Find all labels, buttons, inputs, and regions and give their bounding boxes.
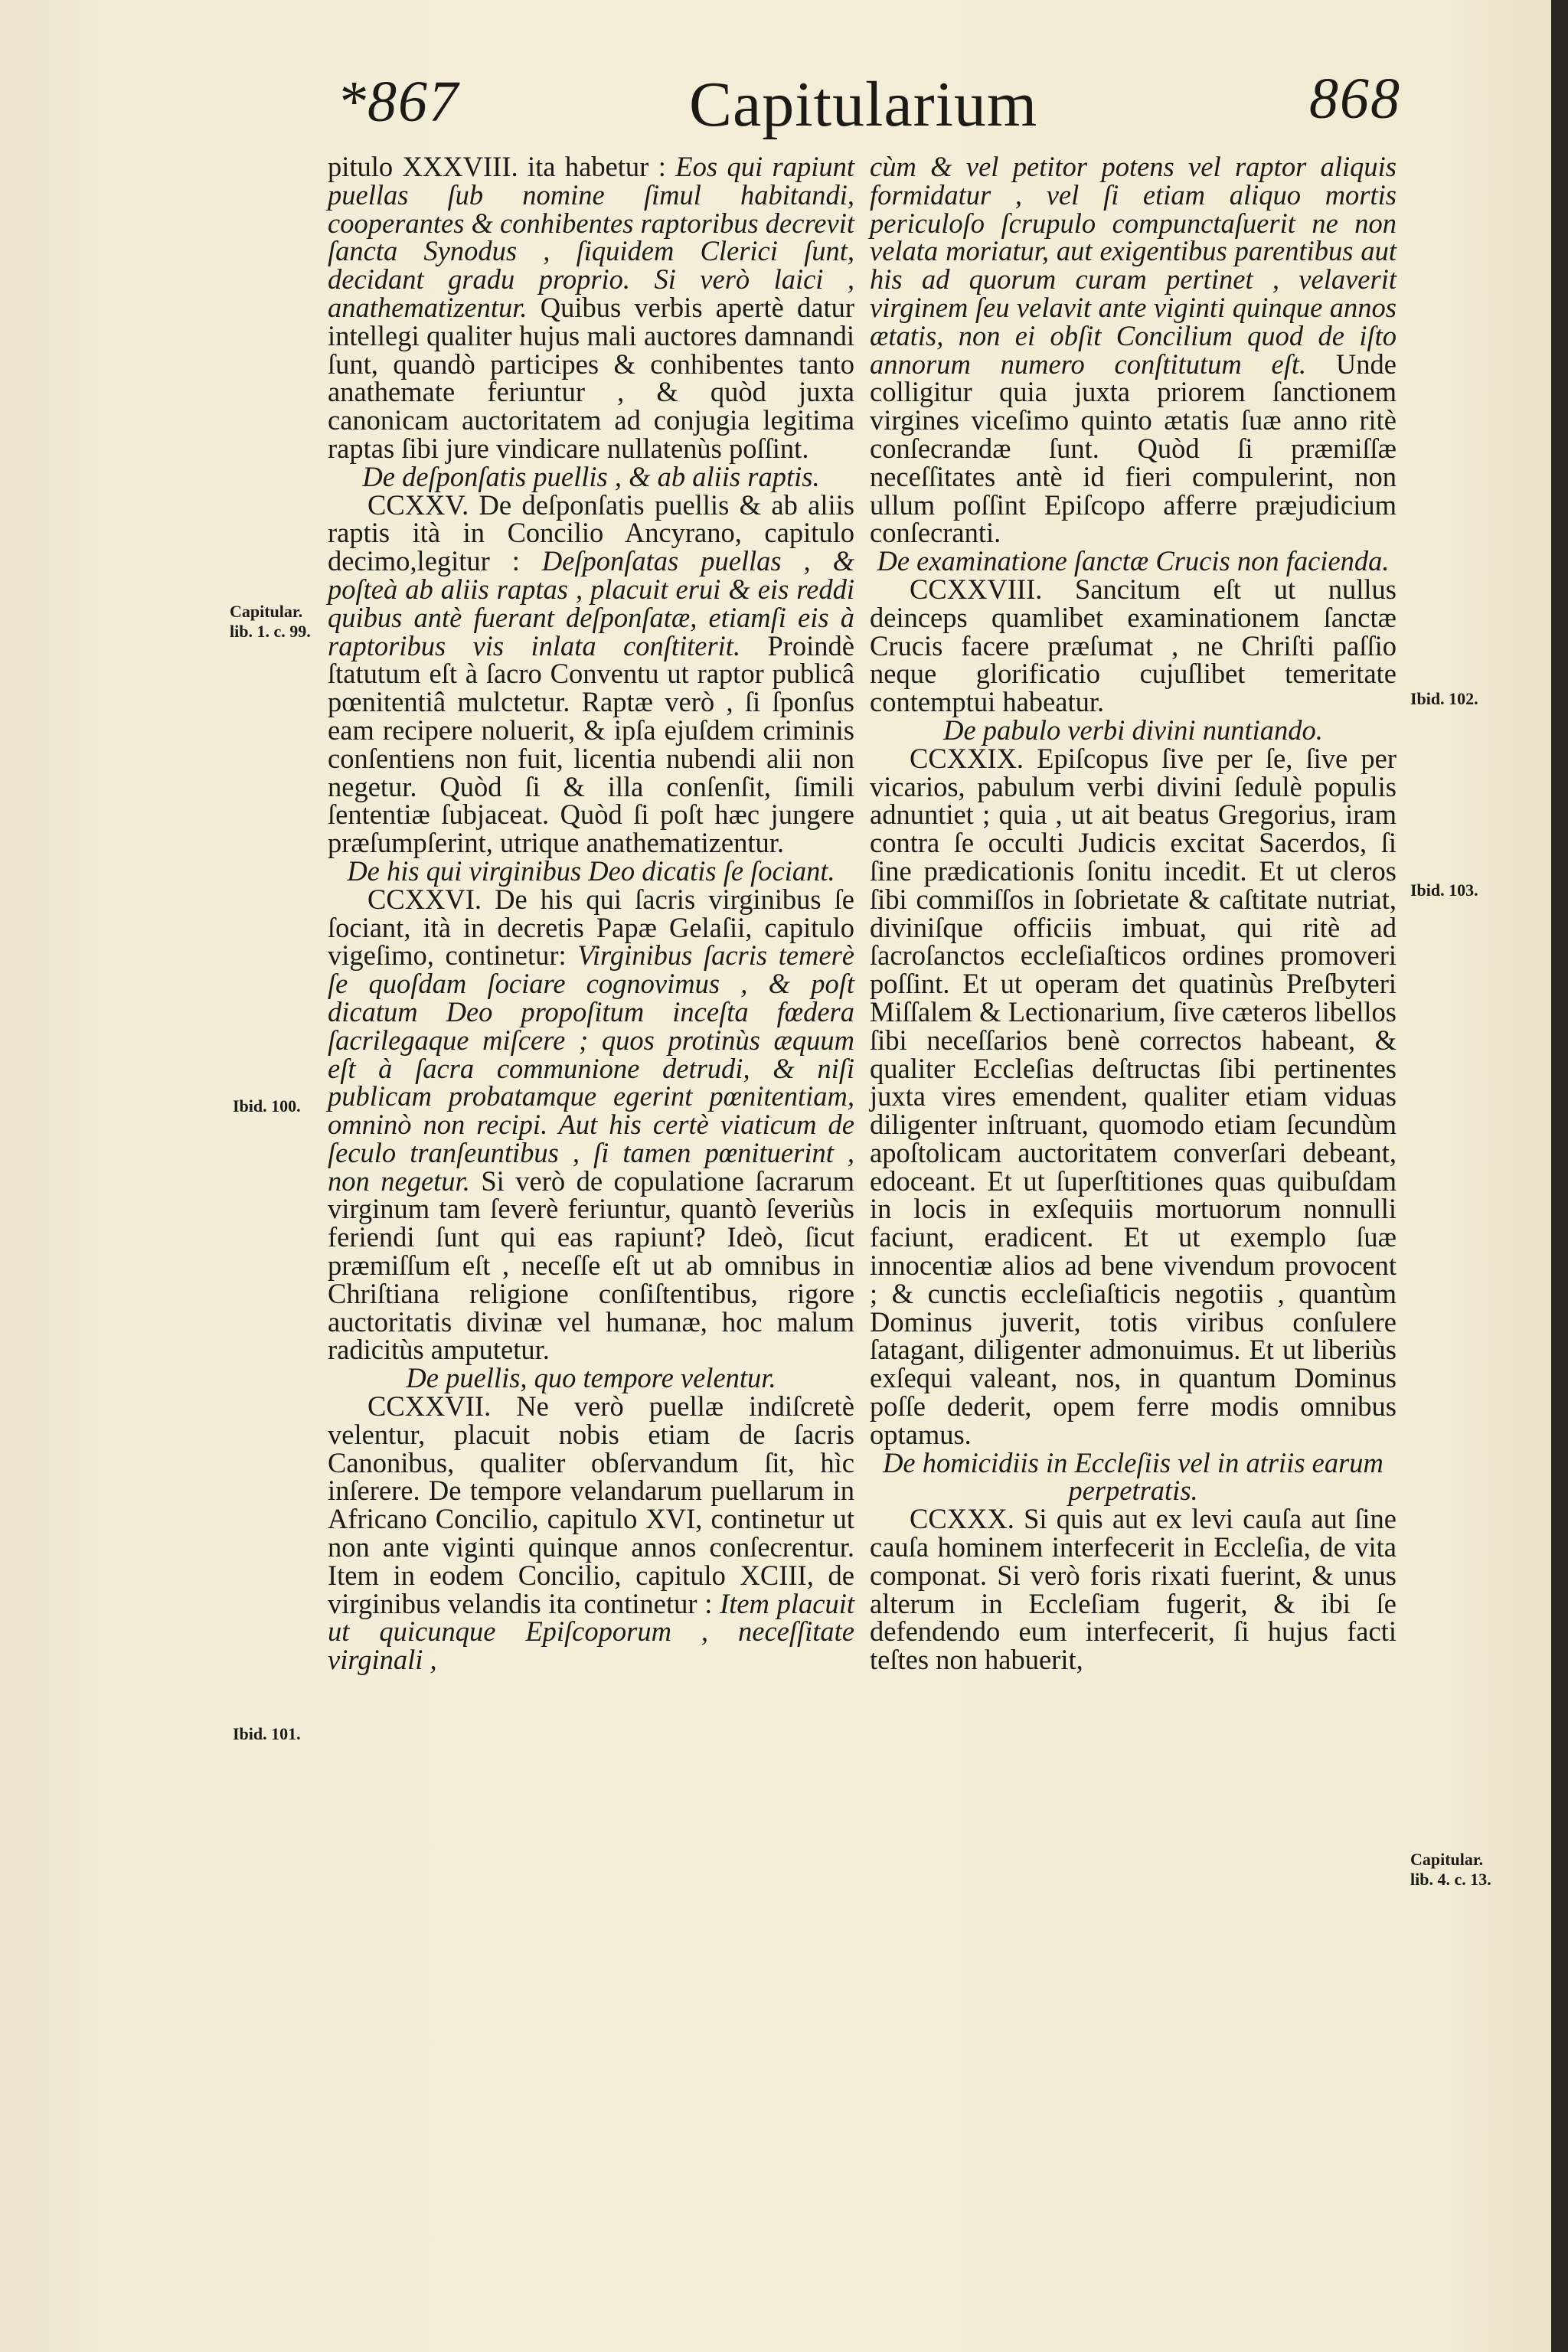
paragraph: cùm & vel petitor potens vel raptor aliquis formidatur , vel ſi etiam aliquo mortis periculoſo ſcrupulo compunctaſuerit ne non velata moriatur, aut exigentibus parentibus aut his ad quorum curam pertinet , velaverit virginem ſeu velavit ante viginti quinque annos ætatis, non ei obſit Concilium quod de iſto annorum numero conſtitutum eſt. Unde colligitur quia juxta priorem ſanctionem virgines viceſimo quinto ætatis ſuæ anno ritè conſecrandæ ſunt. Quòd ſi præmiſſæ neceſſitates antè id fieri compulerint, non ullum poſſint Epiſcopo afferre præjudicium conſecranti.	[870, 151, 1396, 549]
running-title: Capitularium	[689, 69, 1038, 140]
margin-note: Ibid. 102.	[1410, 689, 1478, 708]
paragraph: CCXXIX. Epiſcopus ſive per ſe, ſive per vicarios, pabulum verbi divini ſedulè populis adnuntiet ; quia , ut ait beatus Gregorius, iram contra ſe occulti Judicis excitat Sacerdos, ſi ſine prædicationis ſonitu incedit. Et ut cleros ſibi commiſſos in ſobrietate & caſtitate nutriat, diviniſque officiis imbuat, qui ritè ad ſacroſanctos eccleſiaſticos ordines promoveri poſſint. Et ut operam det quatinùs Preſbyteri Miſſalem & Lectionarium, ſive cæteros libellos ſibi neceſſarios benè correctos habeant, & qualiter Eccleſias deſtructas ſibi pertinentes juxta vires emendent, qualiter etiam viduas diligenter inſtruant, quomodo etiam ſecundùm apoſtolicam auctoritatem converſari debeant, edoceant. Et ut ſuperſtitiones quas quibuſdam in locis in exſequiis mortuorum nonnulli faciunt, eradicent. Et ut exemplo ſuæ innocentiæ alios ad bene vivendum provocent ; & cunctis eccleſiaſticis negotiis , quantùm Dominus juverit, totis viribus conſulere ſatagant, diligenter admonuimus. Et ut liberiùs exſequi valeant, nos, in quantum Dominus poſſe dederit, opem ferre modis omnibus optamus.	[870, 742, 1396, 1450]
section-heading: De deſponſatis puellis , & ab aliis raptis.	[362, 460, 820, 492]
paragraph: CCXXVIII. Sancitum eſt ut nullus deinceps quamlibet examinationem ſanctæ Crucis facere præſumat , ne Chriſti paſſio neque glorificatio cujuſlibet temeritate contemptui habeatur.	[870, 573, 1396, 718]
paragraph: pitulo XXXVIII. ita habetur : Eos qui rapiunt puellas ſub nomine ſimul habitandi, cooperantes & conhibentes raptoribus decrevit ſancta Synodus , ſiquidem Clerici ſunt, decidant gradu proprio. Si verò laici , anathematizentur. Quibus verbis apertè datur intellegi qualiter hujus mali auctores damnandi ſunt, quandò participes & conhibentes tanto anathemate feriuntur , & quòd juxta canonicam auctoritatem ad conjugia legitima raptas ſibi jure vindicare nullatenùs poſſint.	[328, 151, 854, 464]
section-heading: De his qui virginibus Deo dicatis ſe ſociant.	[347, 854, 835, 887]
section-heading: De examinatione ſanctæ Crucis non facienda.	[877, 545, 1390, 577]
section-heading: De puellis, quo tempore velentur.	[406, 1362, 776, 1394]
section-heading: De homicidiis in Eccleſiis vel in atriis earum perpetratis.	[883, 1446, 1383, 1507]
margin-note: Ibid. 100.	[233, 1096, 301, 1116]
margin-note: Ibid. 101.	[233, 1724, 301, 1743]
section-heading: De pabulo verbi divini nuntiando.	[943, 714, 1323, 746]
left-column	[328, 153, 854, 1674]
page-edge	[1551, 0, 1568, 2352]
paragraph: CCXXX. Si quis aut ex levi cauſa aut ſine cauſa hominem interfecerit in Eccleſia, de vita componat. Si verò foris rixati fuerint, & unus alterum in Eccleſiam fugerit, & ibi ſe defendendo eum interfecerit, ſi hujus facti teſtes non habuerit,	[870, 1503, 1396, 1676]
right-column	[870, 153, 1396, 1674]
page-number-left: *867	[337, 70, 459, 134]
margin-note: Capitular. lib. 1. c. 99.	[230, 602, 311, 641]
page-number-right: 868	[1309, 67, 1401, 131]
margin-note: Capitular. lib. 4. c. 13.	[1410, 1850, 1491, 1889]
paragraph: CCXXV. De deſponſatis puellis & ab aliis raptis ità in Concilio Ancyrano, capitulo decimo,legitur : Deſponſatas puellas , & poſteà ab aliis raptas , placuit erui & eis reddi quibus antè fuerant deſponſatæ, etiamſi eis à raptoribus vis inlata conſtiterit. Proindè ſtatutum eſt à ſacro Conventu ut raptor publicâ pœnitentiâ mulctetur. Raptæ verò , ſi ſponſus eam recipere noluerit, & ipſa ejuſdem criminis conſentiens non fuit, licentia nubendi alii non negetur. Quòd ſi & illa conſenſit, ſimili ſententiæ ſubjaceat. Quòd ſi poſt hæc jungere præſumpſerint, utrique anathematizentur.	[328, 488, 854, 859]
margin-note: Ibid. 103.	[1410, 880, 1478, 900]
running-header	[0, 60, 1551, 144]
paragraph: CCXXVII. Ne verò puellæ indiſcretè velentur, placuit nobis etiam de ſacris Canonibus, qualiter obſervandum ſit, hìc inſerere. De tempore velandarum puellarum in Africano Concilio, capitulo XVI, continetur ut non ante viginti quinque annos conſecrentur. Item in eodem Concilio, capitulo XCIII, de virginibus velandis ita continetur : Item placuit ut quicunque Epiſcoporum , neceſſitate virginali ,	[328, 1390, 854, 1676]
paragraph: CCXXVI. De his qui ſacris virginibus ſe ſociant, ità in decretis Papæ Gelaſii, capitulo vigeſimo, continetur: Virginibus ſacris temerè ſe quoſdam ſociare cognovimus , & poſt dicatum Deo propoſitum inceſta fœdera ſacrilegaque miſcere ; quos protinùs æquum eſt à ſacra communione detrudi, & niſi publicam probatamque egerint pœnitentiam, omninò non recipi. Aut his certè viaticum de ſeculo tranſeuntibus , ſi tamen pœnituerint , non negetur. Si verò de copulatione ſacrarum virginum tam ſeverè feriuntur, quantò ſeveriùs feriendi ſunt qui eas rapiunt? Ideò, ſicut præmiſſum eſt , neceſſe eſt ut ab omnibus in Chriſtiana religione conſiſtentibus, rigore auctoritatis divinæ vel humanæ, hoc malum radicitùs amputetur.	[328, 883, 855, 1366]
